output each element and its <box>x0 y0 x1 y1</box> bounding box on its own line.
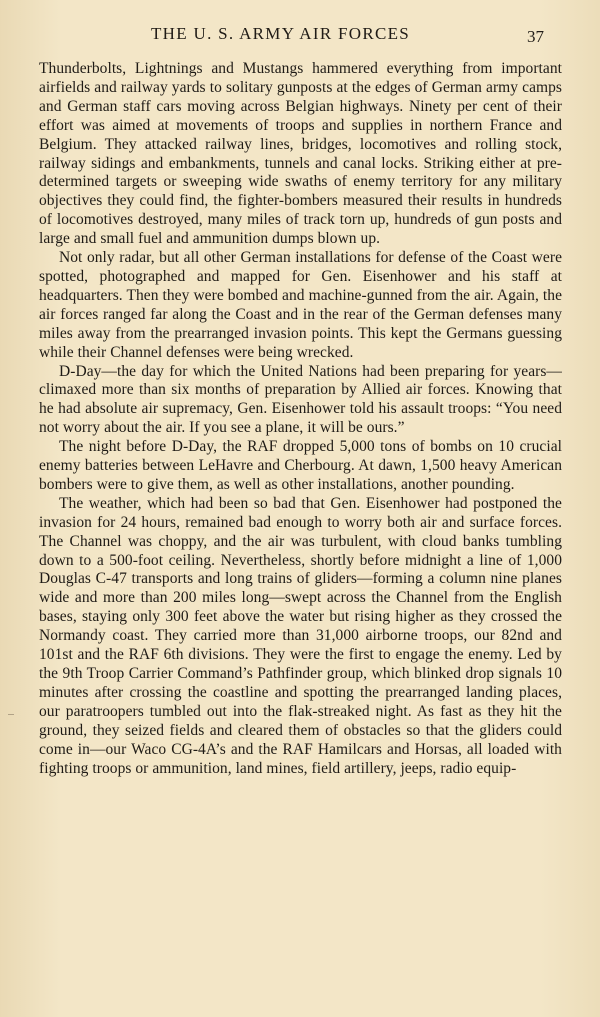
paragraph-3: D-Day—the day for which the United Nations had been preparing for years—climaxed more than six months of preparation by Allied air forces. Knowing that he had absolute air supremacy, Gen. Eisenhower told his assault troops: “You need not worry about the air. If you see a plane, it will be ours.” <box>39 362 562 437</box>
paragraph-5: The weather, which had been so bad that Gen. Eisenhower had postponed the invasion for 24 hours, remained bad enough to worry both air and surface forces. The Channel was choppy, and the air was turbulent, with cloud banks tumbling down to a 500-foot ceiling. Nevertheless, shortly before midnight a line of 1,000 Douglas C-47 transports and long trains of gliders—forming a column nine planes wide and more than 200 miles long—swept across the Channel from the English bases, staying only 300 feet above the water but rising higher as they crossed the Normandy coast. They carried more than 31,000 airborne troops, our 82nd and 101st and the RAF 6th divisions. They were the first to engage the enemy. Led by the 9th Troop Carrier Command’s Pathfinder group, which blinked drop signals 10 minutes after crossing the coastline and spotting the prearranged landing places, our paratroopers tumbled out into the flak-streaked night. As fast as they hit the ground, they seized fields and cleared them of obstacles so that the gliders could come in—our Waco CG-4A’s and the RAF Hamilcars and Horsas, all loaded with fighting troops or ammunition, land mines, field artillery, jeeps, radio equip- <box>39 494 562 777</box>
body-text <box>39 60 562 778</box>
page-header <box>0 24 600 48</box>
paragraph-2: Not only radar, but all other German installations for defense of the Coast were spotted, photographed and mapped for Gen. Eisenhower and his staff at headquarters. Then they were bombed and machine-gunned from the air. Again, the air forces ranged far along the Coast and in the rear of the German defenses many miles away from the prearranged invasion points. This kept the Germans guessing while their Channel defenses were being wrecked. <box>39 249 562 361</box>
paragraph-4: The night before D-Day, the RAF dropped 5,000 tons of bombs on 10 crucial enemy batteries between LeHavre and Cherbourg. At dawn, 1,500 heavy American bombers were to give them, as well as other installations, another pounding. <box>39 438 562 493</box>
paper-mark <box>8 714 14 715</box>
page-number: 37 <box>527 27 544 46</box>
running-title: THE U. S. ARMY AIR FORCES <box>151 24 411 43</box>
paragraph-1: Thunderbolts, Lightnings and Mustangs hammered everything from important airfields and railway yards to solitary gunposts at the edges of German army camps and German staff cars moving across Belgian highways. Ninety per cent of their effort was aimed at movements of troops and supplies in northern France and Belgium. They attacked railway lines, bridges, locomotives and rolling stock, railway sidings and embankments, tunnels and canal locks. Striking either at pre-determined targets or sweeping wide swaths of enemy territory for any military objectives they could find, the fighter-bombers measured their results in hundreds of locomotives destroyed, many miles of track torn up, hundreds of gun posts and large and small fuel and ammunition dumps blown up. <box>39 60 562 248</box>
